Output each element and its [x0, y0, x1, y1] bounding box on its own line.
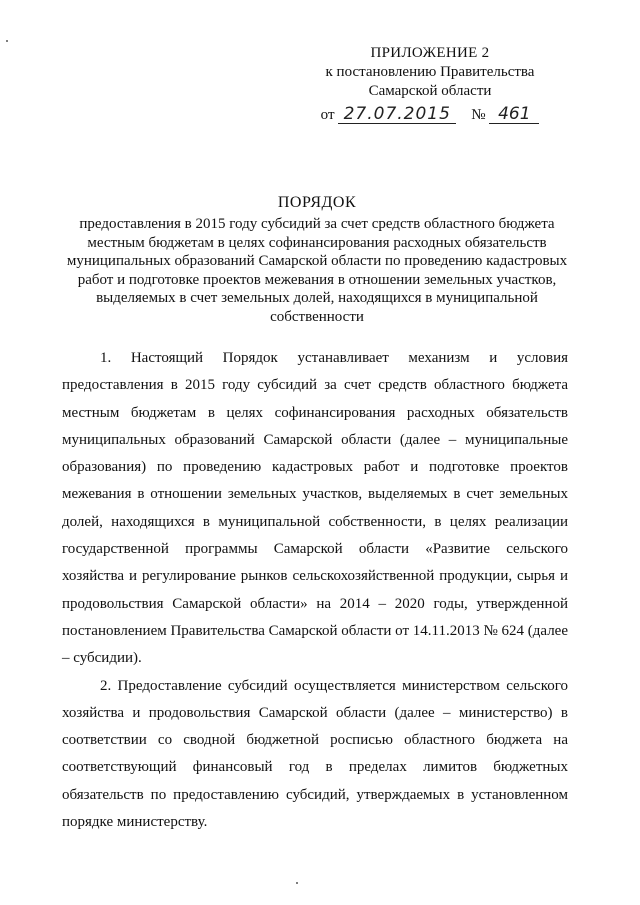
annex-title: ПРИЛОЖЕНИЕ 2 [370, 45, 490, 61]
number-prefix: № [471, 107, 486, 123]
document-heading [60, 192, 574, 326]
handwritten-date: 27.07.2015 [338, 105, 456, 124]
paragraph-1: 1. Настоящий Порядок устанавливает механизм и условия предоставления в 2015 году субсидий за счет средств областного бюджета местным бюджетам в целях софинансирования расходных обязательств муниципальных образований Самарской области (далее – муниципальные образования) по проведению кадастровых работ и подготовке проектов межевания в отношении земельных участков, выделяемых в счет земельных долей, находящихся в муниципальной собственности, в целях реализации государственной программы Самарской области «Развитие сельского хозяйства и регулирование рынков сельскохозяйственной продукции, сырья и продовольствия Самарской области» на 2014 – 2020 годы, утвержденной постановлением Правительства Самарской области от 14.11.2013 № 624 (далее – субсидии). [62, 350, 569, 667]
annex-line-2: Самарской области [368, 83, 492, 99]
annex-date-line [300, 105, 560, 125]
document-subtitle: предоставления в 2015 году субсидий за счет средств областного бюджета местным бюджетам в целях софинансирования расходных обязательств муниципальных образований Самарской области по проведению кадастровых работ и подготовке проектов межевания в отношении земельных участков, выделяемых в счет земельных долей, находящихся в муниципальной собственности [66, 216, 568, 325]
handwritten-number: 461 [489, 105, 539, 124]
document-body [62, 345, 568, 836]
document-title: ПОРЯДОК [277, 194, 357, 211]
annex-block [300, 44, 560, 125]
paragraph-2: 2. Предоставление субсидий осуществляется министерством сельского хозяйства и продовольствия Самарской области (далее – министерство) в соответствии со сводной бюджетной росписью областного бюджета на соответствующий финансовый год в пределах лимитов бюджетных обязательств по предоставлению субсидий, утверждаемых в установленном порядке министерству. [62, 677, 568, 831]
annex-line-1: к постановлению Правительства [325, 64, 535, 80]
date-prefix: от [320, 107, 335, 123]
scan-speck [296, 882, 298, 884]
scan-speck [6, 40, 8, 42]
